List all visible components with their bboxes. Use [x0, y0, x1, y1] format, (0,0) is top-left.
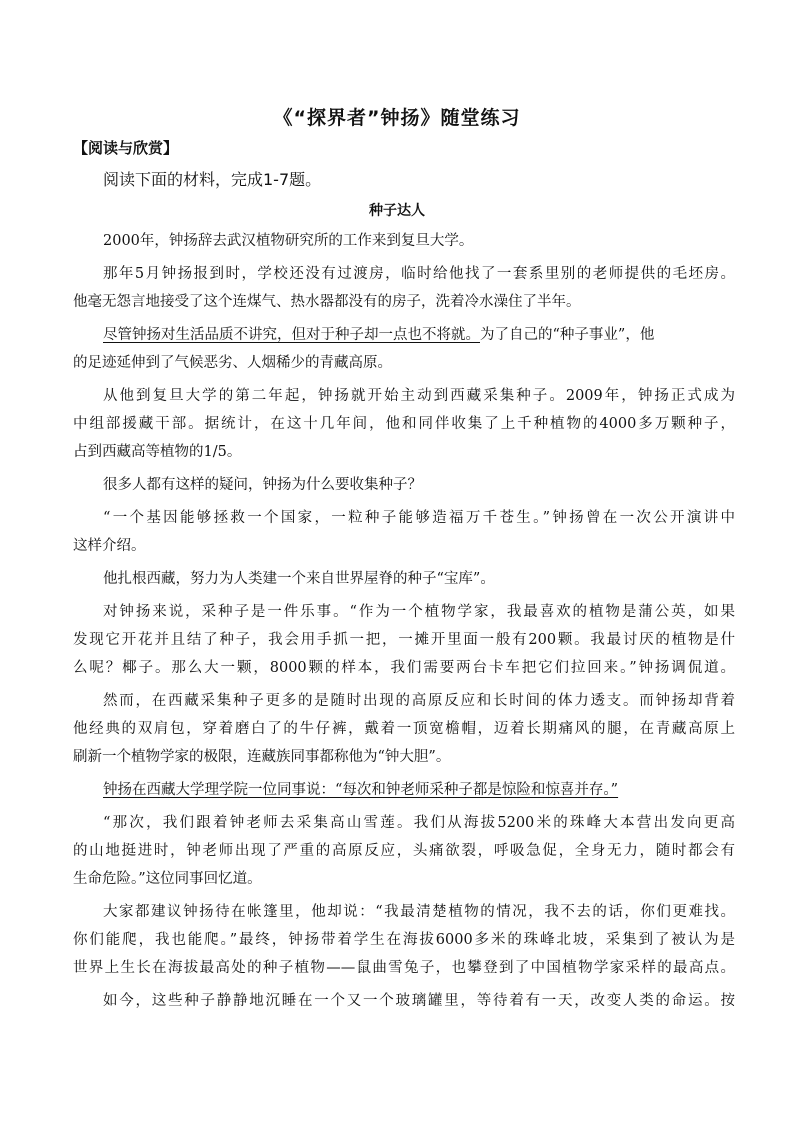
document-title: 《“探界者”钟扬》随堂练习: [273, 107, 521, 129]
instruction-text: 阅读下面的材料，完成1-7题。: [103, 170, 322, 189]
paragraph-line: 那年5月钟扬报到时，学校还没有过渡房，临时给他找了一套系里别的老师提供的毛坯房。: [103, 266, 735, 282]
underlined-sentence: 尽管钟扬对生活品质不讲究，但对于种子却一点也不将就。: [103, 327, 480, 343]
paragraph-line: 如今，这些种子静静地沉睡在一个又一个玻璃罐里，等待着有一天，改变人类的命运。按: [103, 993, 735, 1009]
paragraph-line: 占到西藏高等植物的1/5。: [73, 444, 242, 460]
paragraph-line: 刷新一个植物学家的极限，连藏族同事都称他为“钟大胆”。: [73, 749, 451, 765]
paragraph-line: 这样介绍。: [73, 538, 146, 554]
paragraph-line: 世界上生长在海拔最高处的种子植物——鼠曲雪兔子，也攀登到了中国植物学家采样的最高点。: [73, 960, 735, 976]
article-title: 种子达人: [369, 203, 425, 219]
paragraph-line: 的山地挺进时，钟老师出现了严重的高原反应，头痛欲裂，呼吸急促，全身无力，随时都会有: [73, 843, 735, 859]
paragraph-line: [103, 325, 735, 345]
paragraph-line: 从他到复旦大学的第二年起，钟扬就开始主动到西藏采集种子。2009年，钟扬正式成为: [103, 388, 735, 404]
paragraph-line: 么呢？椰子。那么大一颗，8000颗的样本，我们需要两台卡车把它们拉回来。”钟扬调侃道。: [73, 660, 735, 676]
paragraph-line: 他扎根西藏，努力为人类建一个来自世界屋脊的种子“宝库”。: [103, 571, 495, 587]
paragraph-line: 中组部援藏干部。据统计，在这十几年间，他和同伴收集了上千种植物的4000多万颗种子，: [73, 416, 735, 432]
paragraph-line: 生命危险。”这位同事回忆道。: [73, 871, 262, 887]
paragraph-line: 发现它开花并且结了种子，我会用手抓一把，一摊开里面一般有200颗。我最讨厌的植物是什: [73, 632, 735, 648]
paragraph-line: 对钟扬来说，采种子是一件乐事。“作为一个植物学家，我最喜欢的植物是蒲公英，如果: [103, 604, 735, 620]
section-heading: 【阅读与欣赏】: [73, 139, 179, 157]
paragraph-line: 大家都建议钟扬待在帐篷里，他却说：“我最清楚植物的情况，我不去的话，你们更难找。: [103, 904, 735, 920]
paragraph-line: 的足迹延伸到了气候恶劣、人烟稀少的青藏高原。: [73, 355, 392, 371]
underlined-sentence: 钟扬在西藏大学理学院一位同事说：“每次和钟老师采种子都是惊险和惊喜并存。”: [103, 782, 619, 798]
paragraph-line: [103, 780, 735, 800]
paragraph-line: 你们能爬，我也能爬。”最终，钟扬带着学生在海拔6000多米的珠峰北坡，采集到了被认为是: [73, 932, 735, 948]
paragraph-line: “一个基因能够拯救一个国家，一粒种子能够造福万千苍生。”钟扬曾在一次公开演讲中: [103, 510, 735, 526]
paragraph-line: 然而，在西藏采集种子更多的是随时出现的高原反应和长时间的体力透支。而钟扬却背着: [103, 693, 735, 709]
paragraph-line: 他毫无怨言地接受了这个连煤气、热水器都没有的房子，洗着冷水澡住了半年。: [73, 294, 581, 310]
sentence-continuation: 为了自己的“种子事业”，他: [480, 327, 655, 343]
paragraph-line: 很多人都有这样的疑问，钟扬为什么要收集种子？: [103, 477, 422, 493]
paragraph-line: 2000年，钟扬辞去武汉植物研究所的工作来到复旦大学。: [103, 233, 474, 249]
paragraph-line: 他经典的双肩包，穿着磨白了的牛仔裤，戴着一顶宽檐帽，迈着长期痛风的腿，在青藏高原上: [73, 721, 735, 737]
paragraph-line: “那次，我们跟着钟老师去采集高山雪莲。我们从海拔5200米的珠峰大本营出发向更高: [103, 815, 735, 831]
